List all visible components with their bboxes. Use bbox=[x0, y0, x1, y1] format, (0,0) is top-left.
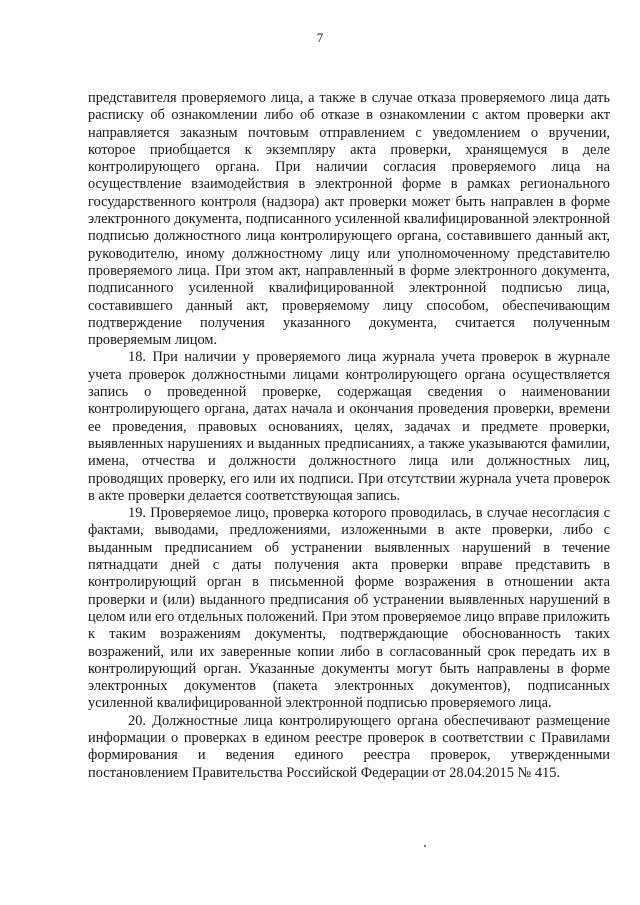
document-body bbox=[88, 90, 610, 782]
paragraph-continuation: представителя проверяемого лица, а также в случае отказа проверяемого лица дать расписку об ознакомлении либо об отказе в ознакомлении с актом проверки акт направляется заказным почтовым отправлением с уведомлением о вручении, которое приобщается к экземпляру акта проверки, хранящемуся в деле контролирующего органа. При наличии согласия проверяемого лица на осуществление взаимодействия в электронной форме в рамках регионального государственного контроля (надзора) акт проверки может быть направлен в форме электронного документа, подписанного усиленной квалифицированной электронной подписью должностного лица контролирующего органа, составившего данный акт, руководителю, иному должностному лицу или уполномоченному представителю проверяемого лица. При этом акт, направленный в форме электронного документа, подписанного усиленной квалифицированной электронной подписью лица, составившего данный акт, проверяемому лицу способом, обеспечивающим подтверждение получения указанного документа, считается полученным проверяемым лицом. bbox=[88, 90, 610, 349]
paragraph-20: 20. Должностные лица контролирующего органа обеспечивают размещение информации о проверках в едином реестре проверок в соответствии с Правилами формирования и ведения единого реестра проверок, утвержденными постановлением Правительства Российской Федерации от 28.04.2015 № 415. bbox=[88, 712, 610, 781]
paragraph-18: 18. При наличии у проверяемого лица журнала учета проверок в журнале учета проверок должностными лицами контролирующего органа осуществляется запись о проведенной проверке, содержащая сведения о наименовании контролирующего органа, датах начала и окончания проведения проверки, времени ее проведения, правовых основаниях, целях, задачах и предмете проверки, выявленных нарушениях и выданных предписаниях, а также указываются фамилии, имена, отчества и должности должностного лица или должностных лиц, проводящих проверку, его или их подписи. При отсутствии журнала учета проверок в акте проверки делается соответствующая запись. bbox=[88, 349, 610, 504]
paragraph-19: 19. Проверяемое лицо, проверка которого проводилась, в случае несогласия с фактами, выводами, предложениями, изложенными в акте проверки, либо с выданным предписанием об устранении выявленных нарушений в течение пятнадцати дней с даты получения акта проверки вправе представить в контролирующий орган в письменной форме возражения в отношении акта проверки и (или) выданного предписания об устранении выявленных нарушений в целом или его отдельных положений. При этом проверяемое лицо вправе приложить к таким возражениям документы, подтверждающие обоснованность таких возражений, или их заверенные копии либо в согласованный срок передать их в контролирующий орган. Указанные документы могут быть направлены в форме электронных документов (пакета электронных документов), подписанных усиленной квалифицированной электронной подписью проверяемого лица. bbox=[88, 505, 610, 712]
scan-speck bbox=[424, 845, 426, 847]
page-number: 7 bbox=[316, 30, 324, 45]
